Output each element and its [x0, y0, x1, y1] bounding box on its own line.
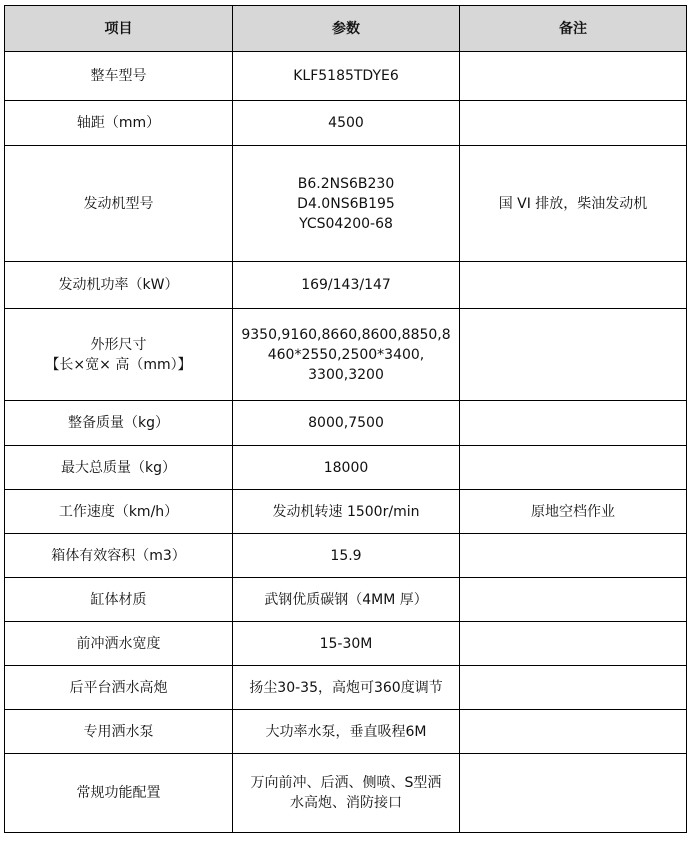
table-row	[5, 401, 687, 446]
row-value: KLF5185TDYE6	[233, 52, 460, 101]
row-note: 原地空档作业	[460, 490, 687, 534]
row-note	[460, 309, 687, 401]
table-header-row	[5, 6, 687, 52]
row-item: 专用洒水泵	[5, 710, 233, 754]
value-line: 万向前冲、后洒、侧喷、S型洒	[250, 775, 442, 791]
row-value: 扬尘30-35，高炮可360度调节	[233, 666, 460, 710]
row-note	[460, 754, 687, 833]
table-row	[5, 754, 687, 833]
row-value	[233, 146, 460, 262]
table-row	[5, 710, 687, 754]
row-item: 后平台洒水高炮	[5, 666, 233, 710]
header-item: 项目	[5, 6, 233, 52]
row-note	[460, 622, 687, 666]
row-value: 发动机转速 1500r/min	[233, 490, 460, 534]
item-line: 外形尺寸	[90, 336, 147, 353]
row-note	[460, 101, 687, 146]
row-note	[460, 52, 687, 101]
value-line: B6.2NS6B230	[297, 175, 395, 192]
row-item: 发动机功率（kW）	[5, 262, 233, 309]
row-value: 8000,7500	[233, 401, 460, 446]
header-note: 备注	[460, 6, 687, 52]
row-item: 整车型号	[5, 52, 233, 101]
table-row	[5, 309, 687, 401]
table-row	[5, 534, 687, 578]
row-note: 国 VI 排放，柴油发动机	[460, 146, 687, 262]
spec-table	[4, 5, 687, 833]
table-row	[5, 622, 687, 666]
row-item: 缸体材质	[5, 578, 233, 622]
item-line: 【长×宽× 高（mm）】	[45, 356, 192, 373]
row-item: 发动机型号	[5, 146, 233, 262]
row-value: 武钢优质碳钢（4MM 厚）	[233, 578, 460, 622]
table-row	[5, 666, 687, 710]
table-row	[5, 146, 687, 262]
value-line: 3300,3200	[308, 366, 384, 383]
value-line: 水高炮、消防接口	[290, 795, 402, 811]
row-item: 箱体有效容积（m3）	[5, 534, 233, 578]
table-row	[5, 578, 687, 622]
row-value: 15-30M	[233, 622, 460, 666]
row-item	[5, 309, 233, 401]
row-value	[233, 309, 460, 401]
row-item: 常规功能配置	[5, 754, 233, 833]
row-note	[460, 666, 687, 710]
row-note	[460, 710, 687, 754]
row-note	[460, 262, 687, 309]
value-line: 460*2550,2500*3400,	[267, 346, 425, 363]
table-row	[5, 52, 687, 101]
row-value: 18000	[233, 446, 460, 490]
row-item: 整备质量（kg）	[5, 401, 233, 446]
row-item: 轴距（mm）	[5, 101, 233, 146]
row-value: 4500	[233, 101, 460, 146]
value-line: YCS04200-68	[299, 215, 393, 232]
row-note	[460, 401, 687, 446]
table-row	[5, 446, 687, 490]
header-parameter: 参数	[233, 6, 460, 52]
table-row	[5, 262, 687, 309]
value-line: 9350,9160,8660,8600,8850,8	[241, 326, 451, 343]
row-value: 大功率水泵，垂直吸程6M	[233, 710, 460, 754]
table-row	[5, 490, 687, 534]
row-item: 前冲洒水宽度	[5, 622, 233, 666]
row-item: 工作速度（km/h）	[5, 490, 233, 534]
row-note	[460, 578, 687, 622]
row-value: 15.9	[233, 534, 460, 578]
row-value	[233, 754, 460, 833]
table-row	[5, 101, 687, 146]
row-value: 169/143/147	[233, 262, 460, 309]
row-note	[460, 534, 687, 578]
row-item: 最大总质量（kg）	[5, 446, 233, 490]
value-line: D4.0NS6B195	[297, 195, 395, 212]
row-note	[460, 446, 687, 490]
